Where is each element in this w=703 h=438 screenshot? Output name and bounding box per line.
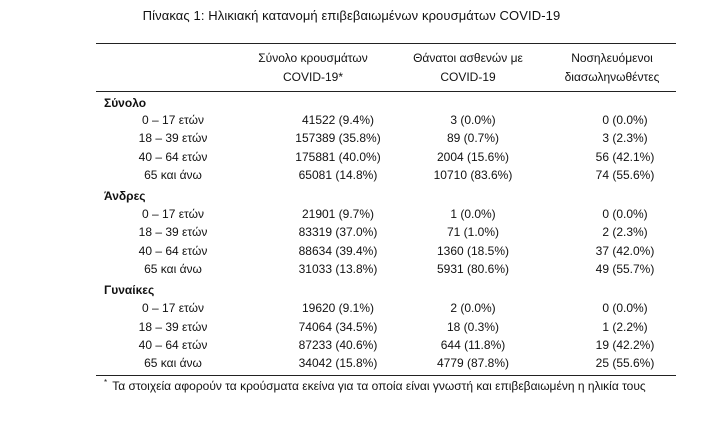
intubated-cell: 37 (42.0%)	[595, 244, 655, 258]
deaths-cell: 71 (1.0%)	[446, 225, 500, 239]
age-group-cell: 65 και άνω	[144, 168, 202, 182]
table-row	[96, 319, 676, 336]
header-deaths-line2: COVID-19	[440, 70, 496, 84]
cases-cell: 83319 (37.0%)	[298, 225, 378, 239]
table-row	[96, 167, 676, 184]
footnote-text: Τα στοιχεία αφορούν τα κρούσματα εκείνα για τα οποία είναι γνωστή και επιβεβαιωμένη η ηλικία τους	[112, 379, 646, 393]
deaths-cell: 18 (0.3%)	[446, 320, 500, 334]
cases-cell: 31033 (13.8%)	[298, 262, 378, 276]
cases-cell: 87233 (40.6%)	[298, 338, 378, 352]
table-row	[96, 355, 676, 372]
cases-cell: 41522 (9.4%)	[301, 113, 375, 127]
table-row	[96, 224, 676, 241]
deaths-cell: 2 (0.0%)	[450, 301, 496, 315]
age-group-cell: 65 και άνω	[144, 356, 202, 370]
table-title: Πίνακας 1: Ηλικιακή κατανομή επιβεβαιωμένων κρουσμάτων COVID-19	[142, 8, 561, 23]
age-group-cell: 18 – 39 ετών	[138, 225, 208, 239]
cases-cell: 19620 (9.1%)	[301, 301, 375, 315]
cases-cell: 88634 (39.4%)	[298, 244, 378, 258]
deaths-cell: 2004 (15.6%)	[436, 150, 510, 164]
header-intubated	[550, 49, 674, 87]
table-row	[96, 130, 676, 147]
table-row	[96, 149, 676, 166]
section-label-total: Σύνολο	[104, 96, 147, 110]
table-row	[96, 112, 676, 129]
age-group-cell: 40 – 64 ετών	[138, 244, 208, 258]
deaths-cell: 4779 (87.8%)	[436, 356, 510, 370]
cases-cell: 65081 (14.8%)	[298, 168, 378, 182]
deaths-cell: 89 (0.7%)	[446, 131, 500, 145]
deaths-cell: 5931 (80.6%)	[436, 262, 510, 276]
cases-cell: 175881 (40.0%)	[295, 150, 381, 164]
cases-cell: 157389 (35.8%)	[295, 131, 381, 145]
deaths-cell: 644 (11.8%)	[440, 338, 506, 352]
age-group-cell: 40 – 64 ετών	[138, 150, 208, 164]
deaths-cell: 1360 (18.5%)	[436, 244, 510, 258]
age-group-cell: 0 – 17 ετών	[142, 301, 204, 315]
header-intubated-line1: Νοσηλευόμενοι	[571, 51, 653, 65]
intubated-cell: 74 (55.6%)	[595, 168, 655, 182]
section-label-women: Γυναίκες	[104, 283, 155, 297]
intubated-cell: 49 (55.7%)	[595, 262, 655, 276]
header-deaths	[393, 49, 543, 87]
section-label-men: Άνδρες	[104, 189, 146, 203]
header-intubated-line2: διασωληνωθέντες	[564, 70, 660, 84]
intubated-cell: 0 (0.0%)	[602, 301, 648, 315]
age-group-cell: 0 – 17 ετών	[142, 207, 204, 221]
intubated-cell: 0 (0.0%)	[602, 113, 648, 127]
intubated-cell: 56 (42.1%)	[595, 150, 655, 164]
intubated-cell: 3 (2.3%)	[602, 131, 648, 145]
header-deaths-line1: Θάνατοι ασθενών με	[413, 51, 523, 65]
deaths-cell: 1 (0.0%)	[450, 207, 496, 221]
header-total-cases-line1: Σύνολο κρουσμάτων	[258, 51, 368, 65]
cases-cell: 74064 (34.5%)	[298, 320, 378, 334]
deaths-cell: 3 (0.0%)	[450, 113, 496, 127]
intubated-cell: 1 (2.2%)	[602, 320, 648, 334]
age-group-cell: 18 – 39 ετών	[138, 131, 208, 145]
table-row	[96, 206, 676, 223]
intubated-cell: 0 (0.0%)	[602, 207, 648, 221]
age-group-cell: 40 – 64 ετών	[138, 338, 208, 352]
cases-cell: 34042 (15.8%)	[298, 356, 378, 370]
age-group-cell: 18 – 39 ετών	[138, 320, 208, 334]
deaths-cell: 10710 (83.6%)	[433, 168, 513, 182]
table-row	[96, 261, 676, 278]
table-top-rule	[96, 43, 676, 44]
intubated-cell: 2 (2.3%)	[602, 225, 648, 239]
table-row	[96, 243, 676, 260]
header-bottom-rule	[96, 91, 676, 92]
age-group-cell: 0 – 17 ετών	[142, 113, 204, 127]
age-group-cell: 65 και άνω	[144, 262, 202, 276]
footnote-marker: *	[104, 378, 108, 387]
intubated-cell: 19 (42.2%)	[595, 338, 655, 352]
header-total-cases-line2: COVID-19*	[282, 70, 344, 84]
table-row	[96, 300, 676, 317]
cases-cell: 21901 (9.7%)	[301, 207, 375, 221]
intubated-cell: 25 (55.6%)	[595, 356, 655, 370]
table-bottom-rule	[96, 375, 676, 376]
table-row	[96, 337, 676, 354]
footnote	[104, 378, 646, 393]
header-total-cases	[248, 49, 378, 87]
